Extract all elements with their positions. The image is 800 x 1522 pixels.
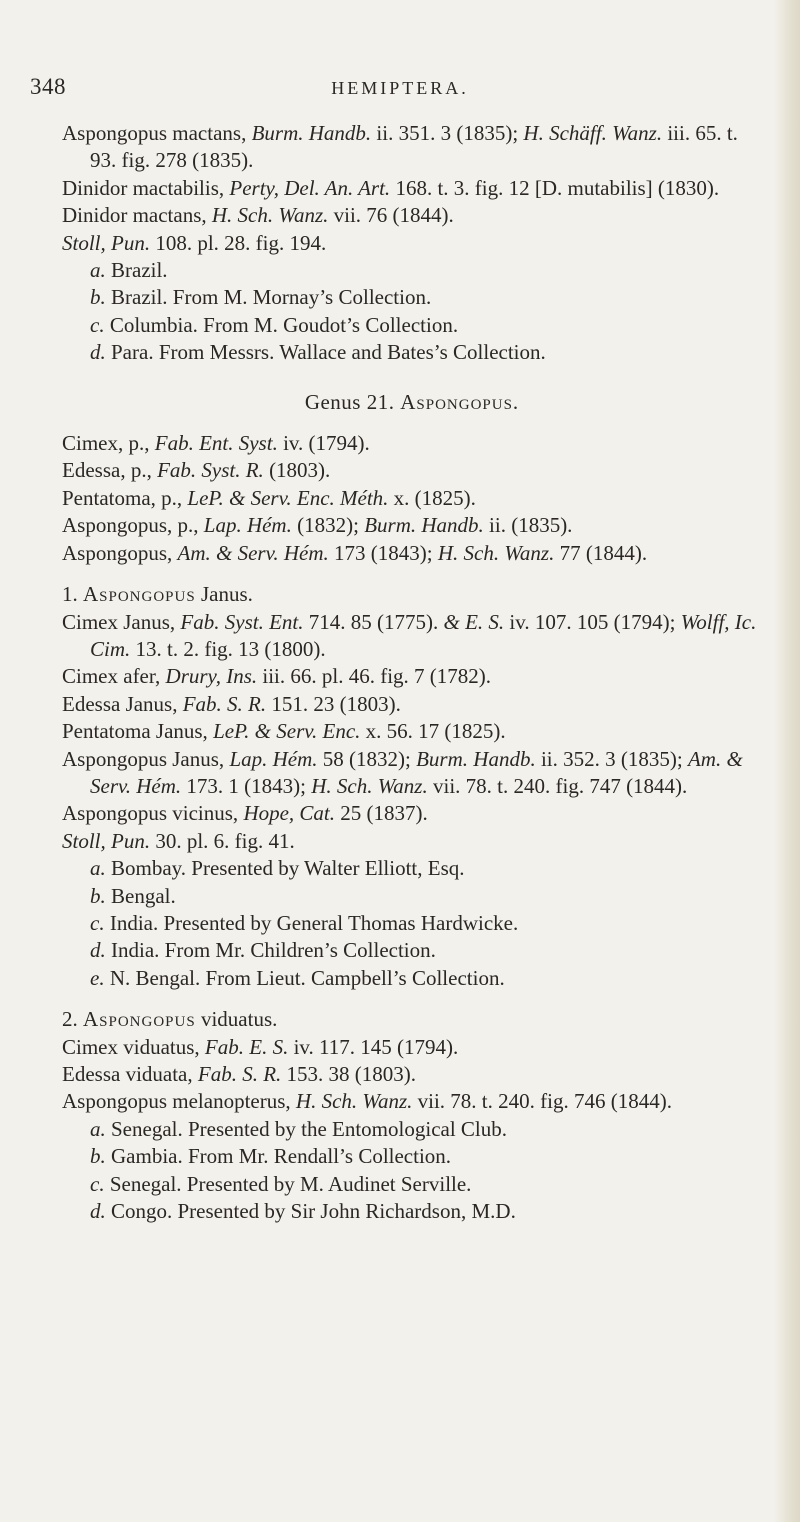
synonym-entry bbox=[62, 609, 762, 664]
synonym-text: Cimex viduatus, bbox=[62, 1034, 205, 1059]
synonym-text: iv. 107. 105 (1794); bbox=[504, 609, 681, 634]
specimen-list bbox=[62, 257, 762, 367]
synonym-entry bbox=[62, 540, 762, 567]
specimen-letter: b. bbox=[90, 285, 106, 310]
synonym-text: iv. (1794). bbox=[277, 431, 370, 456]
synonym-entry bbox=[62, 691, 762, 718]
citation-italic: Wolff, Ic. Cim. bbox=[90, 609, 757, 661]
citation-italic: Fab. S. R. bbox=[182, 691, 267, 716]
synonym-text: (1803). bbox=[263, 458, 331, 483]
genus-name: Aspongopus. bbox=[400, 389, 520, 414]
specimen-letter: b. bbox=[90, 883, 106, 908]
specimen-item bbox=[62, 312, 762, 339]
citation-italic: Fab. Syst. Ent. bbox=[180, 609, 304, 634]
specimen-item bbox=[62, 1116, 762, 1143]
synonym-text: Pentatoma Janus, bbox=[62, 719, 214, 744]
synonym-text: Edessa viduata, bbox=[62, 1062, 198, 1086]
synonym-text: 151. 23 (1803). bbox=[266, 691, 401, 716]
synonym-text: Cimex Janus, bbox=[62, 609, 181, 634]
specimen-list-janus bbox=[62, 855, 762, 992]
specimen-letter: c. bbox=[90, 312, 105, 337]
synonym-text: Dinidor mactans, bbox=[62, 203, 212, 228]
citation-italic: Fab. Syst. R. bbox=[157, 458, 264, 483]
synonym-entry bbox=[62, 512, 762, 539]
synonym-text: Aspongopus vicinus, bbox=[62, 801, 244, 826]
text-body bbox=[62, 120, 762, 1225]
genus-heading bbox=[62, 389, 762, 416]
specimen-letter: d. bbox=[90, 340, 106, 365]
synonym-entry bbox=[62, 1061, 762, 1088]
synonym-text: Edessa Janus, bbox=[62, 691, 183, 716]
citation-italic: Burm. Handb. bbox=[251, 121, 372, 145]
synonym-text: Pentatoma, p., bbox=[62, 485, 188, 510]
synonym-entry bbox=[62, 457, 762, 484]
synonym-entry bbox=[62, 230, 762, 257]
citation-italic: LeP. & Serv. Enc. Méth. bbox=[187, 485, 389, 510]
synonym-text: 173. 1 (1843); bbox=[181, 773, 312, 798]
citation-italic: Lap. Hém. bbox=[229, 746, 318, 771]
page-number: 348 bbox=[30, 74, 66, 99]
citation-italic: Perty, Del. An. Art. bbox=[229, 175, 391, 200]
specimen-item bbox=[62, 965, 762, 992]
synonym-entry bbox=[62, 828, 762, 855]
specimen-text: Para. From Messrs. Wallace and Bates’s Collection. bbox=[111, 340, 546, 365]
citation-italic: Hope, Cat. bbox=[243, 801, 336, 826]
synonym-text: iii. 66. pl. 46. fig. 7 (1782). bbox=[257, 664, 492, 689]
synonym-text: 714. 85 (1775). bbox=[303, 609, 444, 634]
species-epithet: viduatus. bbox=[195, 1007, 278, 1032]
genus-synonymy bbox=[62, 430, 762, 567]
synonym-text: iii. 65. t. 93. fig. 278 (1835). bbox=[90, 121, 738, 173]
specimen-text: Brazil. bbox=[111, 258, 168, 283]
specimen-text: Senegal. Presented by M. Audinet Serville. bbox=[109, 1171, 472, 1196]
synonym-text: 108. pl. 28. fig. 194. bbox=[150, 230, 327, 255]
citation-italic: Burm. Handb. bbox=[364, 513, 484, 538]
specimen-text: Bombay. Presented by Walter Elliott, Esq. bbox=[111, 856, 465, 881]
citation-italic: H. Schäff. Wanz. bbox=[523, 121, 663, 145]
synonym-entry bbox=[62, 1088, 762, 1115]
species-synonymy-janus bbox=[62, 609, 762, 856]
species-heading-janus bbox=[62, 581, 762, 608]
synonym-entry bbox=[62, 175, 762, 202]
synonym-text: 173 (1843); bbox=[328, 540, 438, 565]
synonym-text: ii. 351. 3 (1835); bbox=[371, 121, 524, 145]
synonym-text: x. (1825). bbox=[388, 485, 476, 510]
citation-italic: LeP. & Serv. Enc. bbox=[213, 719, 361, 744]
page-header bbox=[30, 74, 770, 110]
specimen-item bbox=[62, 855, 762, 882]
citation-italic: H. Sch. Wanz. bbox=[295, 1089, 413, 1114]
synonym-text: iv. 117. 145 (1794). bbox=[288, 1034, 459, 1059]
specimen-letter: d. bbox=[90, 938, 106, 963]
citation-italic: Fab. Ent. Syst. bbox=[154, 431, 278, 456]
synonym-text: 30. pl. 6. fig. 41. bbox=[150, 828, 295, 853]
specimen-item bbox=[62, 883, 762, 910]
citation-italic: H. Sch. Wanz. bbox=[437, 540, 555, 565]
specimen-item bbox=[62, 1171, 762, 1198]
synonym-text: x. 56. 17 (1825). bbox=[360, 719, 506, 744]
specimen-text: India. Presented by General Thomas Hardwicke. bbox=[109, 910, 519, 935]
synonym-entry bbox=[62, 120, 762, 175]
specimen-item bbox=[62, 339, 762, 366]
synonym-entry bbox=[62, 202, 762, 229]
specimen-letter: c. bbox=[90, 910, 105, 935]
citation-italic: Stoll, Pun. bbox=[62, 828, 151, 853]
citation-italic: Am. & Serv. Hém. bbox=[90, 746, 743, 798]
synonym-text: vii. 78. t. 240. fig. 746 (1844). bbox=[412, 1089, 672, 1114]
synonym-text: 58 (1832); bbox=[317, 746, 417, 771]
citation-italic: Stoll, Pun. bbox=[62, 230, 151, 255]
synonym-text: 13. t. 2. fig. 13 (1800). bbox=[130, 636, 326, 661]
specimen-text: N. Bengal. From Lieut. Campbell’s Collection. bbox=[109, 965, 505, 990]
synonym-text: Aspongopus melanopterus, bbox=[62, 1089, 296, 1114]
synonym-entry bbox=[62, 663, 762, 690]
specimen-list-viduatus bbox=[62, 1116, 762, 1226]
synonym-text: Aspongopus mactans, bbox=[62, 121, 252, 145]
species-genus: Aspongopus bbox=[83, 1007, 196, 1032]
specimen-item bbox=[62, 1143, 762, 1170]
specimen-item bbox=[62, 910, 762, 937]
species-number: 2. bbox=[62, 1007, 83, 1032]
citation-italic: Am. & Serv. Hém. bbox=[177, 540, 329, 565]
species-heading-viduatus bbox=[62, 1006, 762, 1033]
specimen-letter: d. bbox=[90, 1199, 106, 1224]
synonym-text: vii. 78. t. 240. fig. 747 (1844). bbox=[427, 773, 688, 798]
synonym-text: Aspongopus, p., bbox=[62, 513, 204, 538]
citation-italic: Drury, Ins. bbox=[165, 664, 258, 689]
citation-italic: Fab. E. S. bbox=[204, 1034, 289, 1059]
specimen-text: Brazil. From M. Mornay’s Collection. bbox=[111, 285, 432, 310]
species-synonymy-viduatus bbox=[62, 1034, 762, 1116]
synonym-text: Aspongopus, bbox=[62, 540, 178, 565]
synonym-entry bbox=[62, 1034, 762, 1061]
synonym-entry bbox=[62, 800, 762, 827]
synonym-text: ii. (1835). bbox=[483, 513, 573, 538]
synonym-text: 153. 38 (1803). bbox=[281, 1062, 417, 1086]
synonym-text: vii. 76 (1844). bbox=[328, 203, 454, 228]
species-epithet: Janus. bbox=[195, 582, 253, 607]
synonym-entry bbox=[62, 746, 762, 801]
specimen-text: Bengal. bbox=[111, 883, 176, 908]
synonym-text: 168. t. 3. fig. 12 [D. mutabilis] (1830). bbox=[390, 175, 720, 200]
specimen-letter: a. bbox=[90, 258, 106, 283]
synonym-text: Cimex, p., bbox=[62, 431, 155, 456]
species-number: 1. bbox=[62, 582, 83, 607]
species-genus: Aspongopus bbox=[83, 582, 196, 607]
specimen-text: India. From Mr. Children’s Collection. bbox=[111, 938, 436, 963]
genus-prefix: Genus 21. bbox=[304, 389, 401, 414]
synonym-entry bbox=[62, 485, 762, 512]
synonym-text: Edessa, p., bbox=[62, 458, 158, 483]
specimen-item bbox=[62, 937, 762, 964]
synonym-text: 77 (1844). bbox=[554, 540, 648, 565]
specimen-text: Gambia. From Mr. Rendall’s Collection. bbox=[111, 1144, 452, 1169]
specimen-item bbox=[62, 1198, 762, 1225]
specimen-item bbox=[62, 284, 762, 311]
specimen-letter: a. bbox=[90, 856, 106, 881]
citation-italic: & E. S. bbox=[443, 609, 505, 634]
specimen-letter: b. bbox=[90, 1144, 106, 1169]
synonym-entry bbox=[62, 430, 762, 457]
specimen-item bbox=[62, 257, 762, 284]
citation-italic: H. Sch. Wanz. bbox=[211, 203, 329, 228]
specimen-text: Congo. Presented by Sir John Richardson, M.D. bbox=[111, 1199, 516, 1224]
page-edge-shading bbox=[774, 0, 800, 1522]
specimen-text: Columbia. From M. Goudot’s Collection. bbox=[109, 312, 459, 337]
specimen-letter: c. bbox=[90, 1171, 105, 1196]
synonym-entry bbox=[62, 718, 762, 745]
synonym-text: Dinidor mactabilis, bbox=[62, 175, 230, 200]
running-title: HEMIPTERA. bbox=[331, 78, 469, 98]
citation-italic: Lap. Hém. bbox=[203, 513, 292, 538]
synonym-text: (1832); bbox=[291, 513, 365, 538]
citation-italic: Fab. S. R. bbox=[197, 1062, 282, 1086]
citation-italic: H. Sch. Wanz. bbox=[311, 773, 428, 798]
synonym-text: Cimex afer, bbox=[62, 664, 166, 689]
specimen-text: Senegal. Presented by the Entomological Club. bbox=[111, 1116, 508, 1141]
citation-italic: Burm. Handb. bbox=[416, 746, 536, 771]
synonym-text: 25 (1837). bbox=[335, 801, 428, 826]
specimen-letter: e. bbox=[90, 965, 105, 990]
synonym-text: ii. 352. 3 (1835); bbox=[535, 746, 688, 771]
synonymy-block bbox=[62, 120, 762, 257]
synonym-text: Aspongopus Janus, bbox=[62, 746, 230, 771]
specimen-letter: a. bbox=[90, 1116, 106, 1141]
